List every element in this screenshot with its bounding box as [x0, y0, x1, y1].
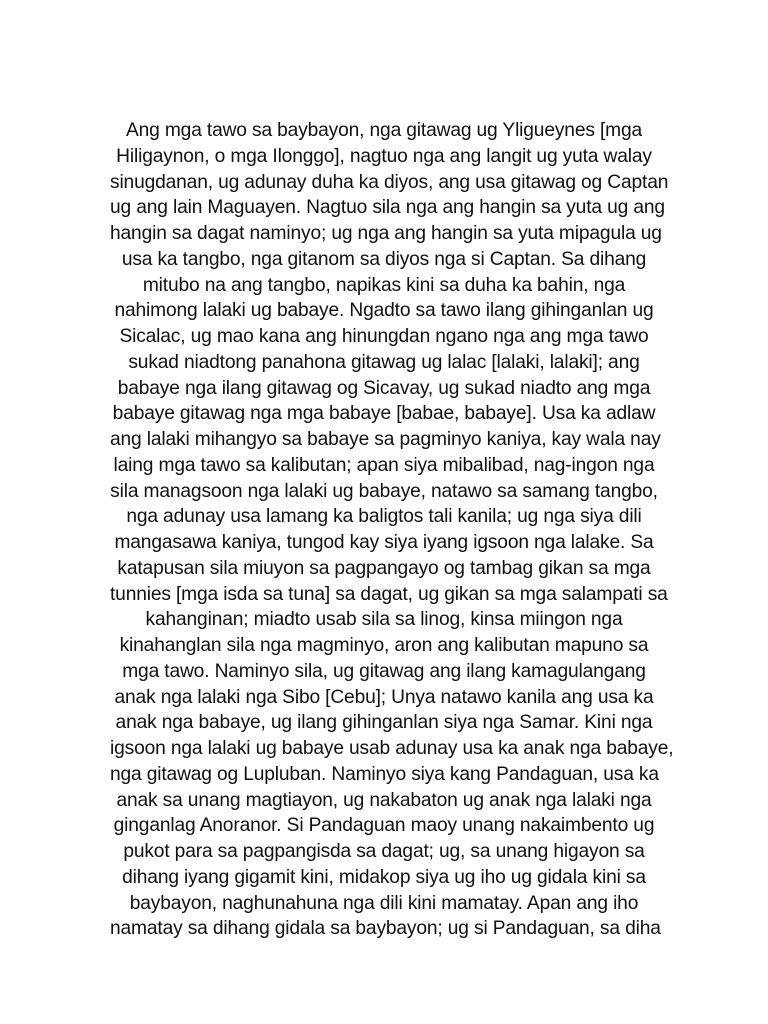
text-line: babaye gitawag nga mga babaye [babae, babaye]. Usa ka adlaw [112, 403, 656, 425]
text-line: anak nga babaye, ug ilang gihinganlan siya nga Samar. Kini nga [115, 712, 653, 734]
text-line: anak sa unang magtiayon, ug nakabaton ug anak nga lalaki nga [116, 789, 652, 811]
text-line: babaye nga ilang gitawag og Sicavay, ug sukad niadto ang mga [117, 377, 651, 399]
text-line: tunnies [mga isda sa tuna] sa dagat, ug gikan sa mga salampati sa [110, 583, 668, 605]
text-line: anak nga lalaki nga Sibo [Cebu]; Unya natawo kanila ang usa ka [114, 686, 654, 708]
text-line: sila managsoon nga lalaki ug babaye, natawo sa samang tangbo, [110, 480, 658, 502]
text-line: igsoon nga lalaki ug babaye usab adunay usa ka anak nga babaye, [110, 738, 674, 759]
text-line: kahanginan; miadto usab sila sa linog, kinsa miingon nga [145, 609, 623, 631]
text-line: ug ang lain Maguayen. Nagtuo sila nga ang hangin sa yuta ug ang [110, 197, 665, 219]
text-line: dihang iyang gigamit kini, midakop siya ug iho ug gidala kini sa [122, 866, 646, 888]
text-line: Hiligaynon, o mga Ilonggo], nagtuo nga ang langit ug yuta walay [116, 145, 652, 167]
text-line: Ang mga tawo sa baybayon, nga gitawag ug Yligueynes [mga [125, 120, 643, 141]
text-line: kinahanglan sila nga magminyo, aron ang kalibutan mapuno sa [119, 635, 649, 656]
text-line: nahimong lalaki ug babaye. Ngadto sa tawo ilang gihinganlan ug [114, 300, 654, 322]
text-line: katapusan sila miuyon sa pagpangayo og tambag gikan sa mga [117, 557, 651, 579]
text-line: mga tawo. Naminyo sila, ug gitawag ang ilang kamagulangang [122, 660, 646, 682]
text-line: namatay sa dihang gidala sa baybayon; ug si Pandaguan, sa diha [110, 918, 661, 940]
text-line: usa ka tangbo, nga gitanom sa diyos nga si Captan. Sa dihang [121, 248, 647, 270]
text-line: ang lalaki mihangyo sa babaye sa pagminyo kaniya, kay wala nay [110, 429, 661, 450]
text-line: baybayon, naghunahuna nga dili kini mamatay. Apan ang iho [129, 892, 639, 914]
text-line: Sicalac, ug mao kana ang hinungdan ngano nga ang mga tawo [119, 326, 649, 347]
text-line: mitubo na ang tangbo, napikas kini sa duha ka bahin, nga [142, 274, 626, 296]
text-line: ginganlag Anoranor. Si Pandaguan maoy unang nakaimbento ug [113, 815, 655, 837]
text-line: laing mga tawo sa kalibutan; apan siya mibalibad, nag-ingon nga [113, 454, 655, 476]
text-line: hangin sa dagat naminyo; ug nga ang hangin sa yuta mipagula ug [110, 223, 662, 244]
text-line: pukot para sa pagpangisda sa dagat; ug, sa unang higayon sa [123, 841, 645, 862]
text-line: mangasawa kaniya, tungod kay siya iyang igsoon nga lalake. Sa [114, 532, 654, 553]
text-line: sinugdanan, ug adunay duha ka diyos, ang usa gitawag og Captan [110, 171, 669, 193]
text-line: sukad niadtong panahona gitawag ug lalac [lalaki, lalaki]; ang [128, 351, 640, 373]
body-text [110, 118, 674, 942]
text-line: nga adunay usa lamang ka baligtos tali kanila; ug nga siya dili [126, 506, 642, 528]
text-line: nga gitawag og Lupluban. Naminyo siya kang Pandaguan, usa ka [110, 763, 659, 785]
